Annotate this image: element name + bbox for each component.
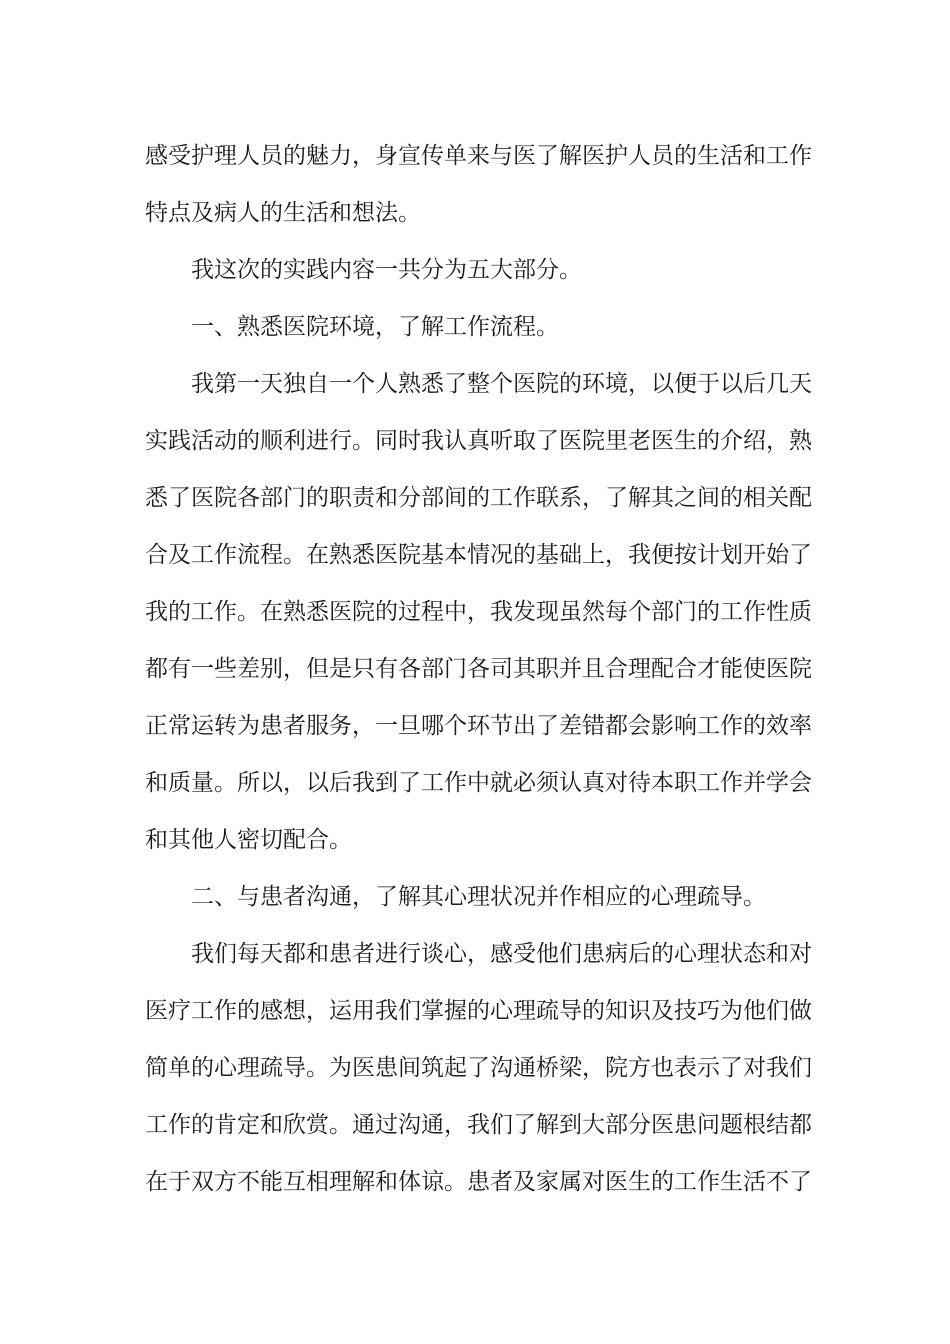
text-line: 我的工作。在熟悉医院的过程中，我发现虽然每个部门的工作性质 (145, 599, 812, 625)
text-line: 合及工作流程。在熟悉医院基本情况的基础上，我便按计划开始了 (145, 542, 812, 568)
section-heading-two (145, 869, 807, 926)
text-line: 和质量。所以，以后我到了工作中就必须认真对待本职工作并学会 (145, 770, 812, 796)
section-heading-one (145, 299, 807, 356)
text-line: 医疗工作的感想，运用我们掌握的心理疏导的知识及技巧为他们做 (145, 998, 812, 1024)
paragraph-section-two (145, 926, 812, 1211)
text-line: 正常运转为患者服务，一旦哪个环节出了差错都会影响工作的效率 (145, 713, 812, 739)
text-line: 简单的心理疏导。为医患间筑起了沟通桥梁，院方也表示了对我们 (145, 1055, 812, 1081)
text-line: 在于双方不能互相理解和体谅。患者及家属对医生的工作生活不了 (145, 1169, 812, 1195)
text-line: 一、熟悉医院环境，了解工作流程。 (191, 314, 559, 340)
text-line: 和其他人密切配合。 (145, 827, 352, 853)
text-line: 悉了医院各部门的职责和分部间的工作联系，了解其之间的相关配 (145, 485, 812, 511)
text-line: 我第一天独自一个人熟悉了整个医院的环境，以便于以后几天 (191, 371, 812, 397)
text-line: 特点及病人的生活和想法。 (145, 200, 421, 226)
document-body (145, 128, 812, 1211)
text-line: 都有一些差别，但是只有各部门各司其职并且合理配合才能使医院 (145, 656, 812, 682)
text-line: 我们每天都和患者进行谈心，感受他们患病后的心理状态和对 (191, 941, 812, 967)
paragraph-overview (145, 242, 807, 299)
text-line: 我这次的实践内容一共分为五大部分。 (191, 257, 582, 283)
paragraph-intro-continuation (145, 128, 812, 242)
text-line: 实践活动的顺利进行。同时我认真听取了医院里老医生的介绍，熟 (145, 428, 812, 454)
paragraph-section-one (145, 356, 812, 869)
text-line: 二、与患者沟通，了解其心理状况并作相应的心理疏导。 (191, 884, 766, 910)
text-line: 工作的肯定和欣赏。通过沟通，我们了解到大部分医患问题根结都 (145, 1112, 812, 1138)
text-line: 感受护理人员的魅力，身宣传单来与医了解医护人员的生活和工作 (145, 143, 812, 169)
